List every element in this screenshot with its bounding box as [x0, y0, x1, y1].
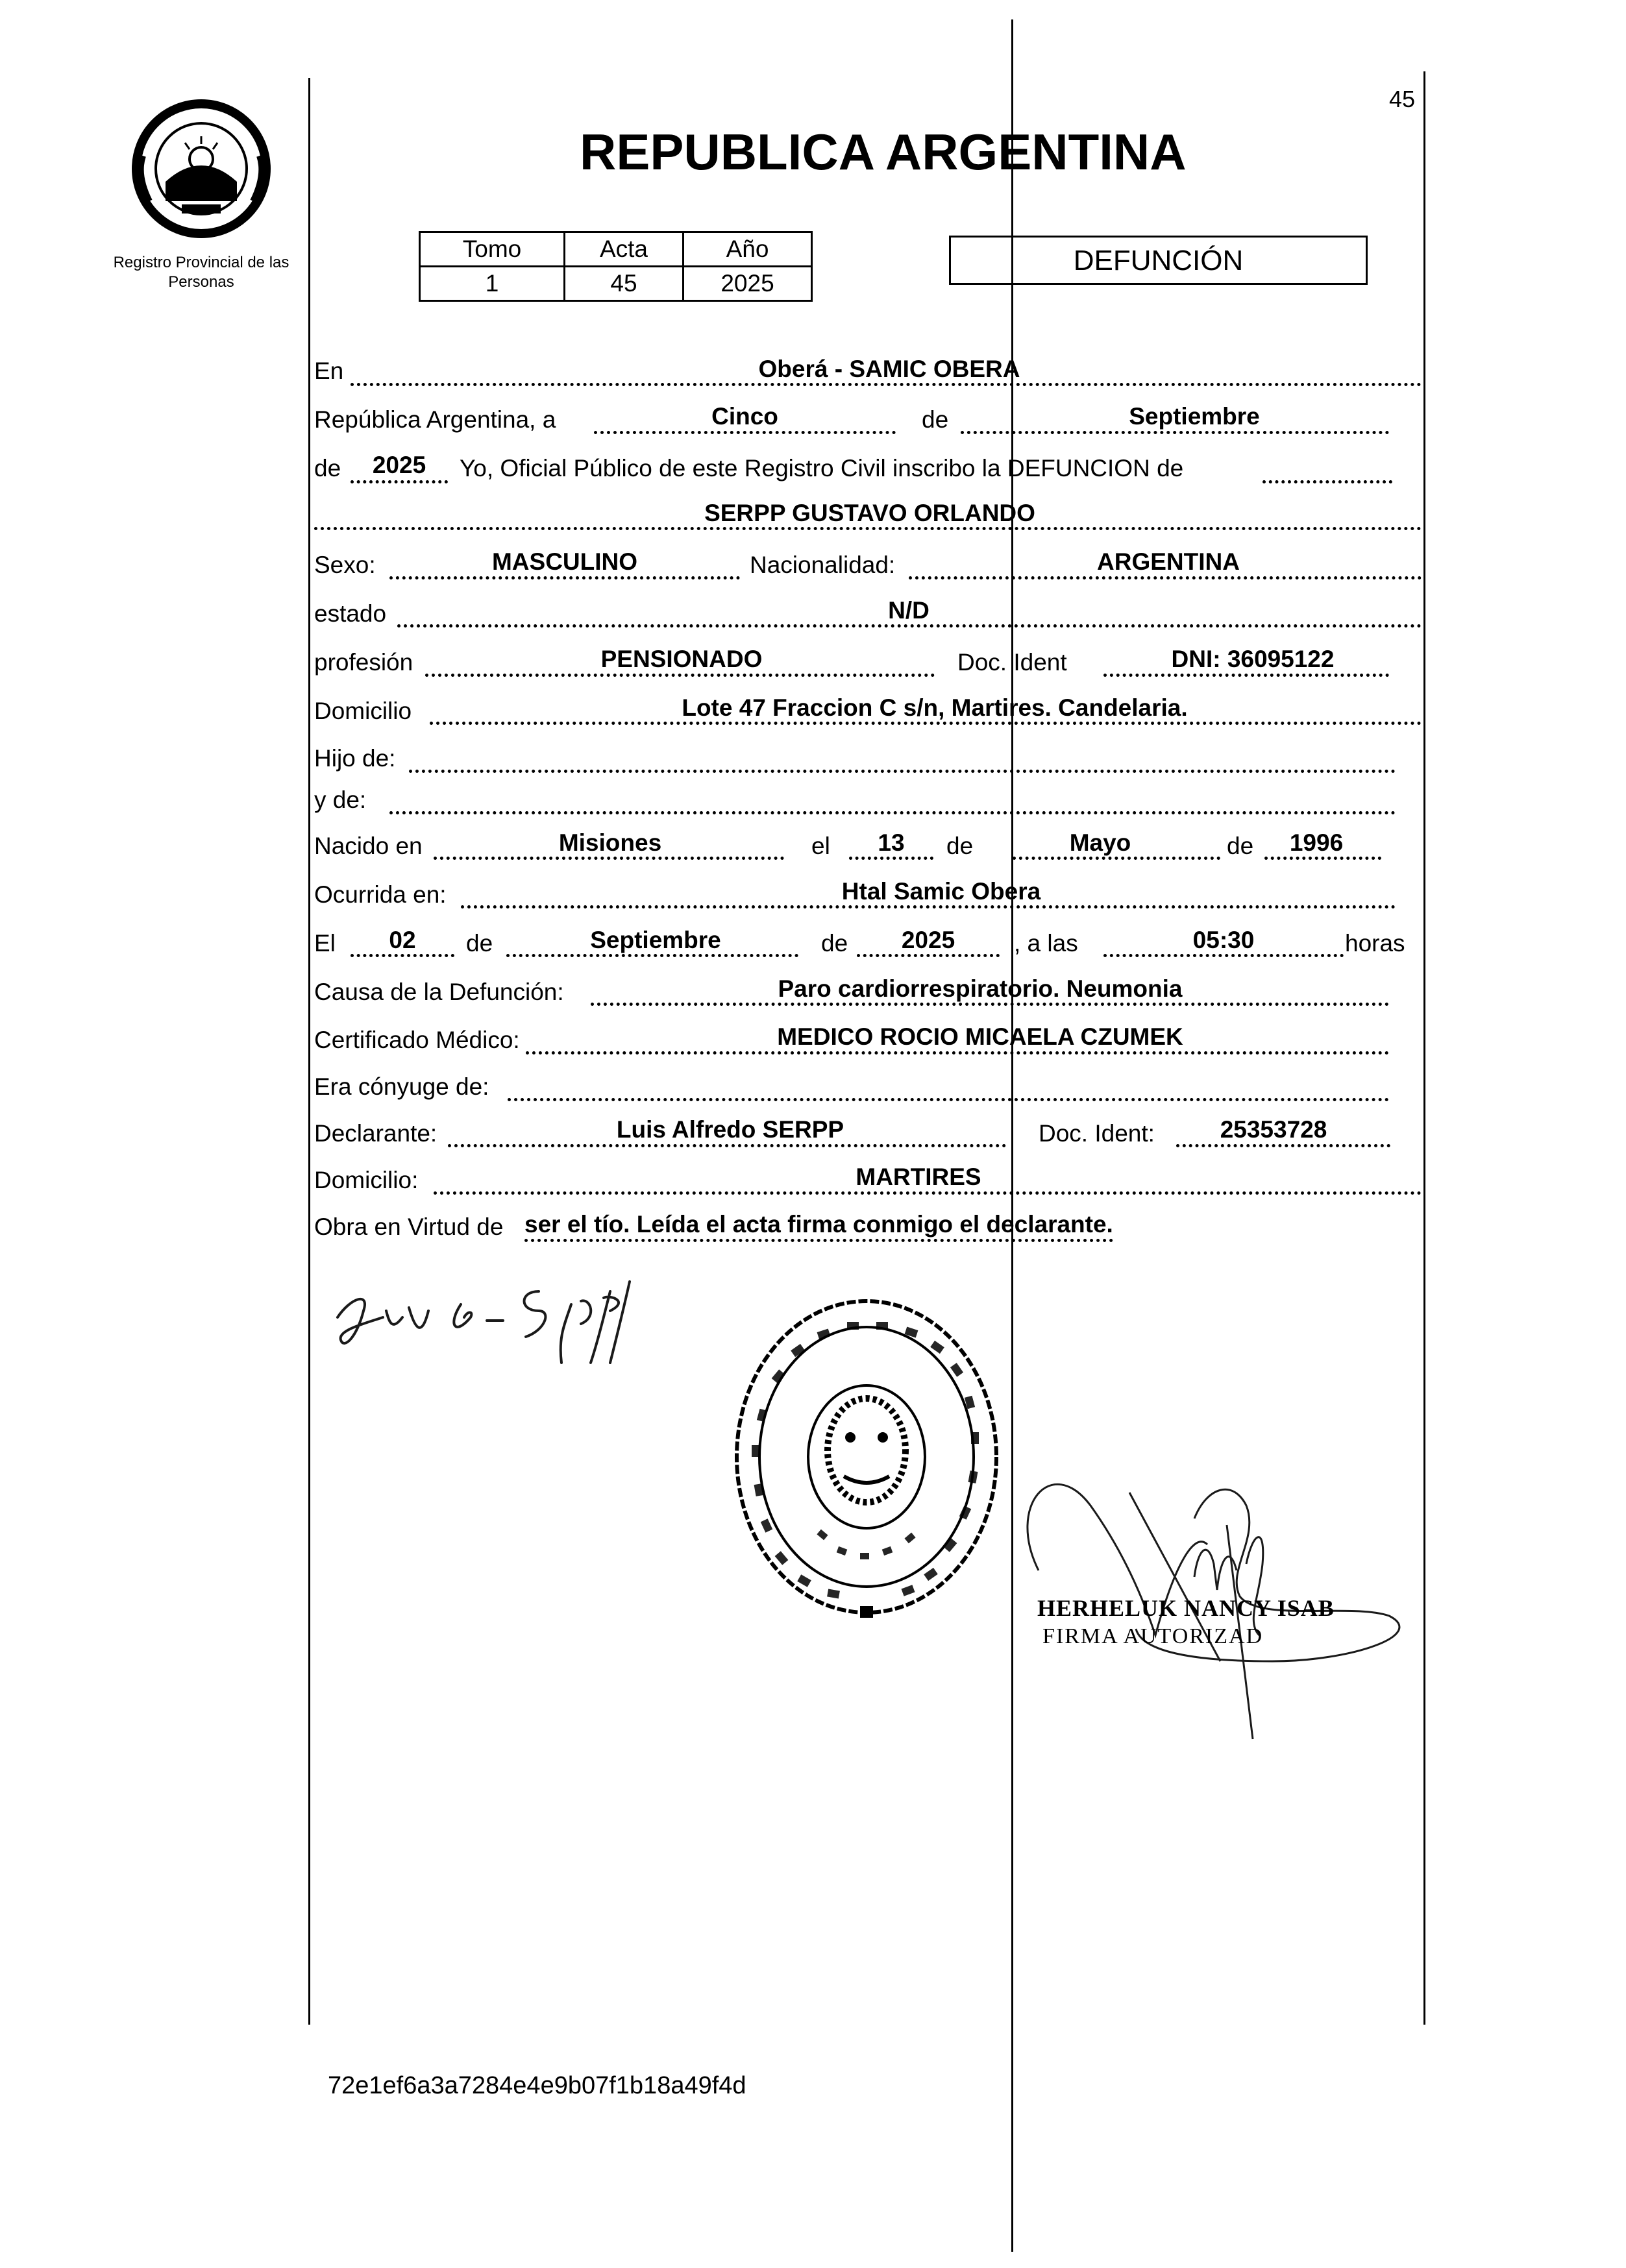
dotted-line: [434, 1191, 1422, 1195]
profesion-label: profesión: [314, 649, 413, 676]
fold-line: [1011, 19, 1013, 2252]
official-stamp: [721, 1282, 1013, 1632]
dotted-line: [849, 857, 933, 860]
estado-value: N/D: [888, 597, 930, 624]
dotted-line: [425, 674, 935, 677]
sexo-label: Sexo:: [314, 552, 376, 578]
document-title: REPUBLICA ARGENTINA: [580, 123, 1187, 180]
causa-label: Causa de la Defunción:: [314, 979, 564, 1005]
dotted-line: [461, 905, 1396, 908]
dotted-line: [430, 722, 1422, 725]
causa-value: Paro cardiorrespiratorio. Neumonia: [778, 975, 1183, 1002]
def-dia-value: 02: [389, 927, 416, 953]
dotted-line: [961, 431, 1389, 434]
record-type-box: DEFUNCIÓN: [949, 236, 1368, 285]
dotted-line: [389, 811, 1396, 814]
en-label: En: [314, 358, 344, 384]
dotted-line: [1264, 857, 1381, 860]
domicilio2-label: Domicilio:: [314, 1167, 419, 1193]
dotted-line: [409, 770, 1396, 773]
domicilio-value: Lote 47 Fraccion C s/n, Martires. Candelaria.: [682, 694, 1188, 721]
mes-value: Septiembre: [1129, 403, 1260, 430]
oficial-text: Yo, Oficial Público de este Registro Civil inscribo la DEFUNCION de: [460, 455, 1184, 482]
dotted-line: [351, 480, 448, 483]
obra-value: ser el tío. Leída el acta firma conmigo el declarante.: [524, 1212, 1113, 1242]
declarante-label: Declarante:: [314, 1120, 437, 1147]
dotted-line: [591, 1003, 1389, 1006]
table-header-anio: Año: [684, 232, 812, 267]
dotted-line: [434, 857, 784, 860]
estado-label: estado: [314, 600, 387, 627]
table-value-anio: 2025: [684, 267, 812, 301]
certificado-label: Certificado Médico:: [314, 1027, 520, 1053]
nacionalidad-value: ARGENTINA: [1097, 548, 1240, 575]
nac-dia-value: 13: [878, 829, 905, 856]
official-role: FIRMA AUTORIZAD: [1042, 1624, 1264, 1648]
dotted-line: [594, 431, 896, 434]
nacionalidad-label: Nacionalidad:: [750, 552, 896, 578]
dotted-line: [1263, 480, 1392, 483]
dotted-line: [314, 527, 1422, 530]
domicilio2-value: MARTIRES: [856, 1164, 981, 1190]
dotted-line: [909, 576, 1422, 579]
declarante-value: Luis Alfredo SERPP: [616, 1116, 844, 1143]
dotted-line: [1103, 674, 1389, 677]
dotted-line: [1176, 1144, 1390, 1147]
dotted-line: [526, 1051, 1389, 1055]
record-table: [419, 231, 813, 302]
nac-mes-value: Mayo: [1069, 829, 1131, 856]
dotted-line: [397, 624, 1422, 628]
dotted-line: [448, 1144, 1006, 1147]
nombre-value: SERPP GUSTAVO ORLANDO: [704, 500, 1035, 526]
anio-value: 2025: [372, 452, 426, 478]
doc-label: Doc. Ident: [957, 649, 1067, 676]
table-header-acta: Acta: [565, 232, 684, 267]
hash-code: 72e1ef6a3a7284e4e9b07f1b18a49f4d: [328, 2072, 746, 2099]
sexo-value: MASCULINO: [491, 548, 638, 575]
left-margin-line: [308, 78, 310, 2025]
table-value-tomo: 1: [420, 267, 565, 301]
official-name: HERHELUK NANCY ISAB: [1037, 1595, 1335, 1621]
dotted-line: [508, 1098, 1389, 1101]
doc2-value: 25353728: [1220, 1116, 1327, 1143]
profesion-value: PENSIONADO: [600, 646, 763, 672]
conyuge-label: Era cónyuge de:: [314, 1073, 489, 1100]
registry-name: Registro Provincial de las Personas: [113, 254, 289, 291]
nacido-value: Misiones: [558, 829, 662, 856]
table-value-acta: 45: [565, 267, 684, 301]
el-label: el: [811, 833, 830, 859]
en-value: Oberá - SAMIC OBERA: [758, 356, 1020, 382]
table-header-tomo: Tomo: [420, 232, 565, 267]
horas-label: horas: [1345, 930, 1405, 957]
nac-de2-label: de: [1227, 833, 1254, 859]
dotted-line: [351, 383, 1422, 386]
page-number: 45: [1389, 86, 1416, 112]
declarante-signature: [325, 1272, 662, 1369]
right-margin-line: [1423, 71, 1425, 2025]
dotted-line: [1103, 954, 1344, 957]
dotted-line: [857, 954, 1000, 957]
dotted-line: [506, 954, 798, 957]
de-label: de: [922, 406, 949, 433]
hijo-label: Hijo de:: [314, 745, 396, 772]
def-mes-value: Septiembre: [590, 927, 721, 953]
nac-anio-value: 1996: [1289, 829, 1344, 856]
nacido-label: Nacido en: [314, 833, 423, 859]
doc-value: DNI: 36095122: [1171, 646, 1335, 672]
ocurrida-value: Htal Samic Obera: [841, 878, 1041, 905]
hora-value: 05:30: [1192, 927, 1255, 953]
def-de-label: de: [466, 930, 493, 957]
domicilio-label: Domicilio: [314, 698, 412, 724]
republica-label: República Argentina, a: [314, 406, 556, 433]
dia-value: Cinco: [711, 403, 778, 430]
dotted-line: [351, 954, 454, 957]
alas-label: , a las: [1014, 930, 1078, 957]
de-anio-label: de: [314, 455, 341, 482]
doc2-label: Doc. Ident:: [1039, 1120, 1155, 1147]
dotted-line: [389, 576, 740, 579]
yde-label: y de:: [314, 786, 367, 813]
def-de2-label: de: [821, 930, 848, 957]
def-anio-value: 2025: [901, 927, 955, 953]
el2-label: El: [314, 930, 336, 957]
ocurrida-label: Ocurrida en:: [314, 881, 447, 908]
dotted-line: [1013, 857, 1220, 860]
province-seal-logo: [130, 97, 273, 240]
obra-label: Obra en Virtud de: [314, 1213, 504, 1240]
certificado-value: MEDICO ROCIO MICAELA CZUMEK: [777, 1023, 1183, 1050]
nac-de-label: de: [946, 833, 974, 859]
